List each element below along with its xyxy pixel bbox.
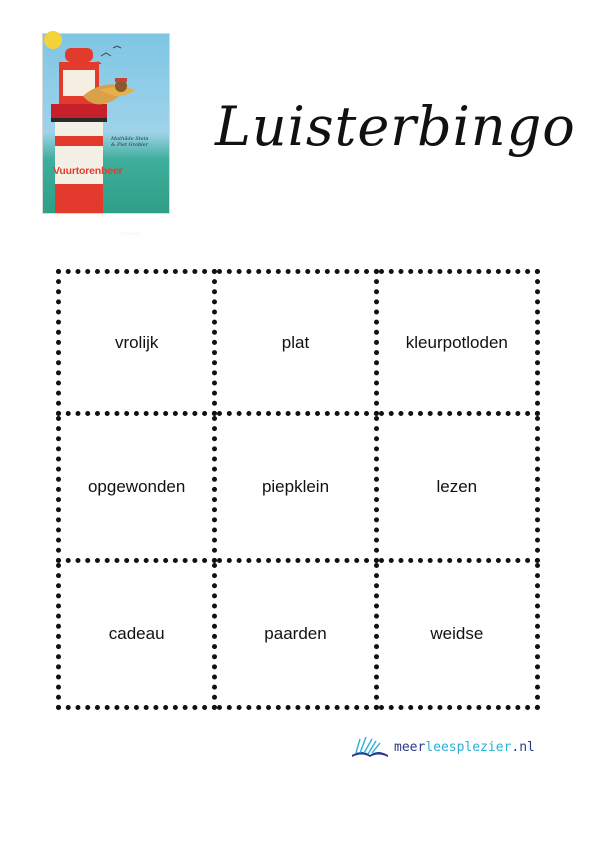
cover-author: & Piet Grobler xyxy=(111,142,149,148)
logo-name-accent: leesplezier xyxy=(425,739,512,755)
book-cover xyxy=(43,34,169,236)
bingo-cell: lezen xyxy=(379,416,540,563)
bingo-cell: weidse xyxy=(379,563,540,710)
site-logo xyxy=(350,735,535,759)
bingo-cell: opgewonden xyxy=(56,416,217,563)
open-book-icon xyxy=(350,735,390,759)
logo-wordmark xyxy=(394,740,535,755)
page-title: Luisterbingo xyxy=(215,95,576,158)
bingo-cell: paarden xyxy=(217,563,378,710)
bingo-cell: kleurpotloden xyxy=(379,269,540,416)
bingo-cell: cadeau xyxy=(56,563,217,710)
logo-name-main: meer xyxy=(394,739,426,755)
lighthouse-illustration xyxy=(43,34,169,213)
cover-title: Vuurtorenbeer xyxy=(53,165,123,177)
bingo-cell: vrolijk xyxy=(56,269,217,416)
logo-domain: .nl xyxy=(511,739,535,755)
cover-authors xyxy=(111,136,149,148)
bingo-cell: plat xyxy=(217,269,378,416)
bingo-cell: piepklein xyxy=(217,416,378,563)
bingo-grid xyxy=(56,269,540,710)
cover-author: Mathilde Stein xyxy=(111,136,149,142)
cover-publisher: lemniscaat xyxy=(119,231,141,236)
